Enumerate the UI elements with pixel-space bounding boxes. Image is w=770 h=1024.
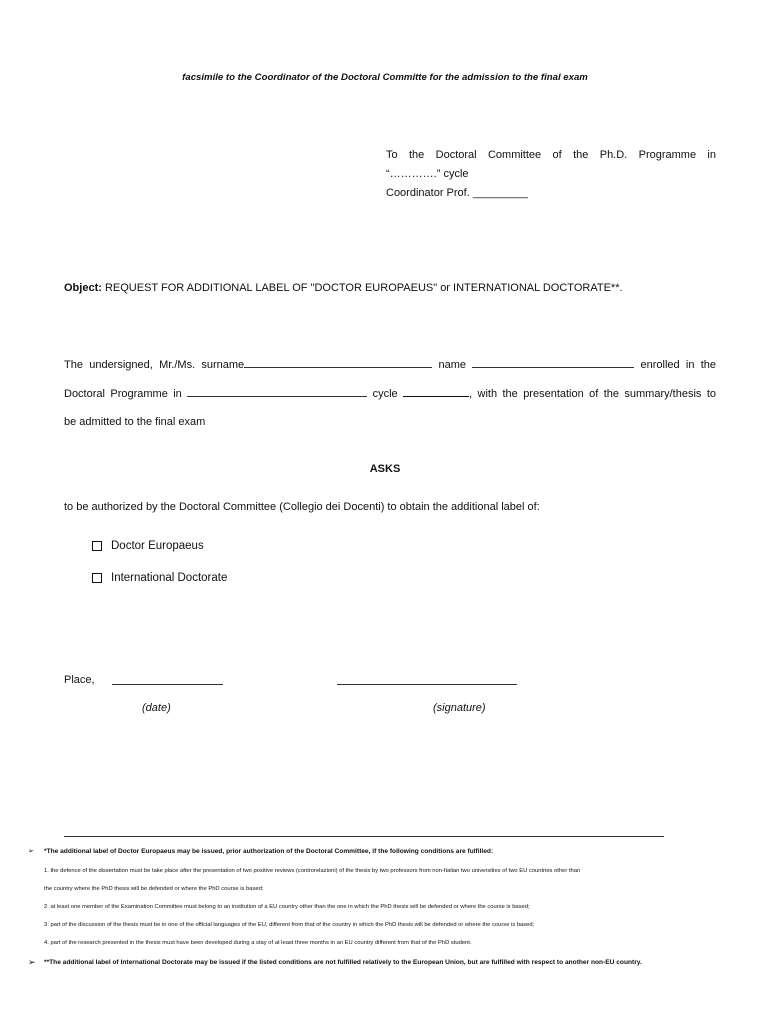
body-line-3: be admitted to the final exam: [64, 416, 206, 428]
body-line-1: [64, 358, 716, 371]
name-label: name: [438, 359, 466, 371]
programme-text: Doctoral Programme in: [64, 388, 182, 400]
footnote-item-2: 2. at least one member of the Examination Committee must belong to an institution of a EU country other than the one in which the PhD thesis will be defended or where the course is based;: [44, 904, 530, 910]
authorized-text: to be authorized by the Doctoral Committee (Collegio dei Docenti) to obtain the additional label of:: [64, 501, 540, 513]
option-label: Doctor Europaeus: [111, 540, 204, 552]
object-line: [64, 282, 623, 294]
recipient-line-1: To the Doctoral Committee of the Ph.D. Programme in: [386, 149, 716, 161]
signature-caption: (signature): [433, 702, 486, 714]
place-label: Place,: [64, 674, 95, 686]
date-caption: (date): [142, 702, 171, 714]
footnote-item-4: 4. part of the research presented in the thesis must have been developed during a stay of at least three months in an EU country different from that of the PhD student.: [44, 940, 472, 946]
arrow-bullet-icon: ➢: [28, 848, 34, 855]
option-label: International Doctorate: [111, 572, 228, 584]
undersigned-text: The undersigned, Mr./Ms. surname: [64, 359, 245, 371]
body-line-2: [64, 387, 716, 400]
option-international-doctorate[interactable]: [92, 572, 227, 584]
arrow-bullet-icon: ➢: [28, 957, 36, 967]
footnote-item-1a: 1. the defence of the dissertation must be take place after the presentation of two positive reviews (controrelazioni) of the thesis by two professors from non-Italian two universities of two EU countries other than: [44, 868, 581, 874]
name-blank[interactable]: [472, 358, 634, 368]
footnote-international: **The additional label of International Doctorate may be issued if the listed conditions are not fulfilled relatively to the European Union, but are fulfilled with respect to another non-EU country.: [44, 959, 642, 966]
object-text: REQUEST FOR ADDITIONAL LABEL OF "DOCTOR EUROPAEUS" or INTERNATIONAL DOCTORATE**.: [101, 282, 623, 294]
cycle-text: cycle: [372, 388, 398, 400]
document-title: facsimile to the Coordinator of the Doctoral Committe for the admission to the final exam: [182, 72, 588, 83]
surname-blank[interactable]: [244, 358, 432, 368]
checkbox-icon[interactable]: [92, 541, 102, 551]
presentation-text: , with the presentation of the summary/thesis to: [469, 388, 716, 400]
signature-line[interactable]: [337, 684, 517, 685]
footnote-item-1b: the country where the PhD thesis will be defended or where the PhD course is based;: [44, 886, 264, 892]
programme-blank[interactable]: [187, 387, 367, 397]
cycle-blank[interactable]: [403, 387, 469, 397]
option-doctor-europaeus[interactable]: [92, 540, 204, 552]
footnote-europaeus: *The additional label of Doctor Europaeus may be issued, prior authorization of the Doctoral Committee, if the following conditions are fulfilled:: [44, 848, 494, 855]
footnote-item-3: 3. part of the discussion of the thesis must be in one of the official languages of the EU, different from that of the country in which the PhD thesis will be defended or where the course is based;: [44, 922, 535, 928]
footnote-divider: [64, 836, 664, 837]
recipient-line-2: “………….” cycle: [386, 168, 469, 180]
enrolled-text: enrolled in the: [640, 359, 717, 371]
date-line[interactable]: [112, 684, 223, 685]
asks-heading: ASKS: [369, 463, 401, 475]
checkbox-icon[interactable]: [92, 573, 102, 583]
recipient-line-3: Coordinator Prof. _________: [386, 187, 528, 199]
object-label: Object:: [64, 282, 102, 294]
